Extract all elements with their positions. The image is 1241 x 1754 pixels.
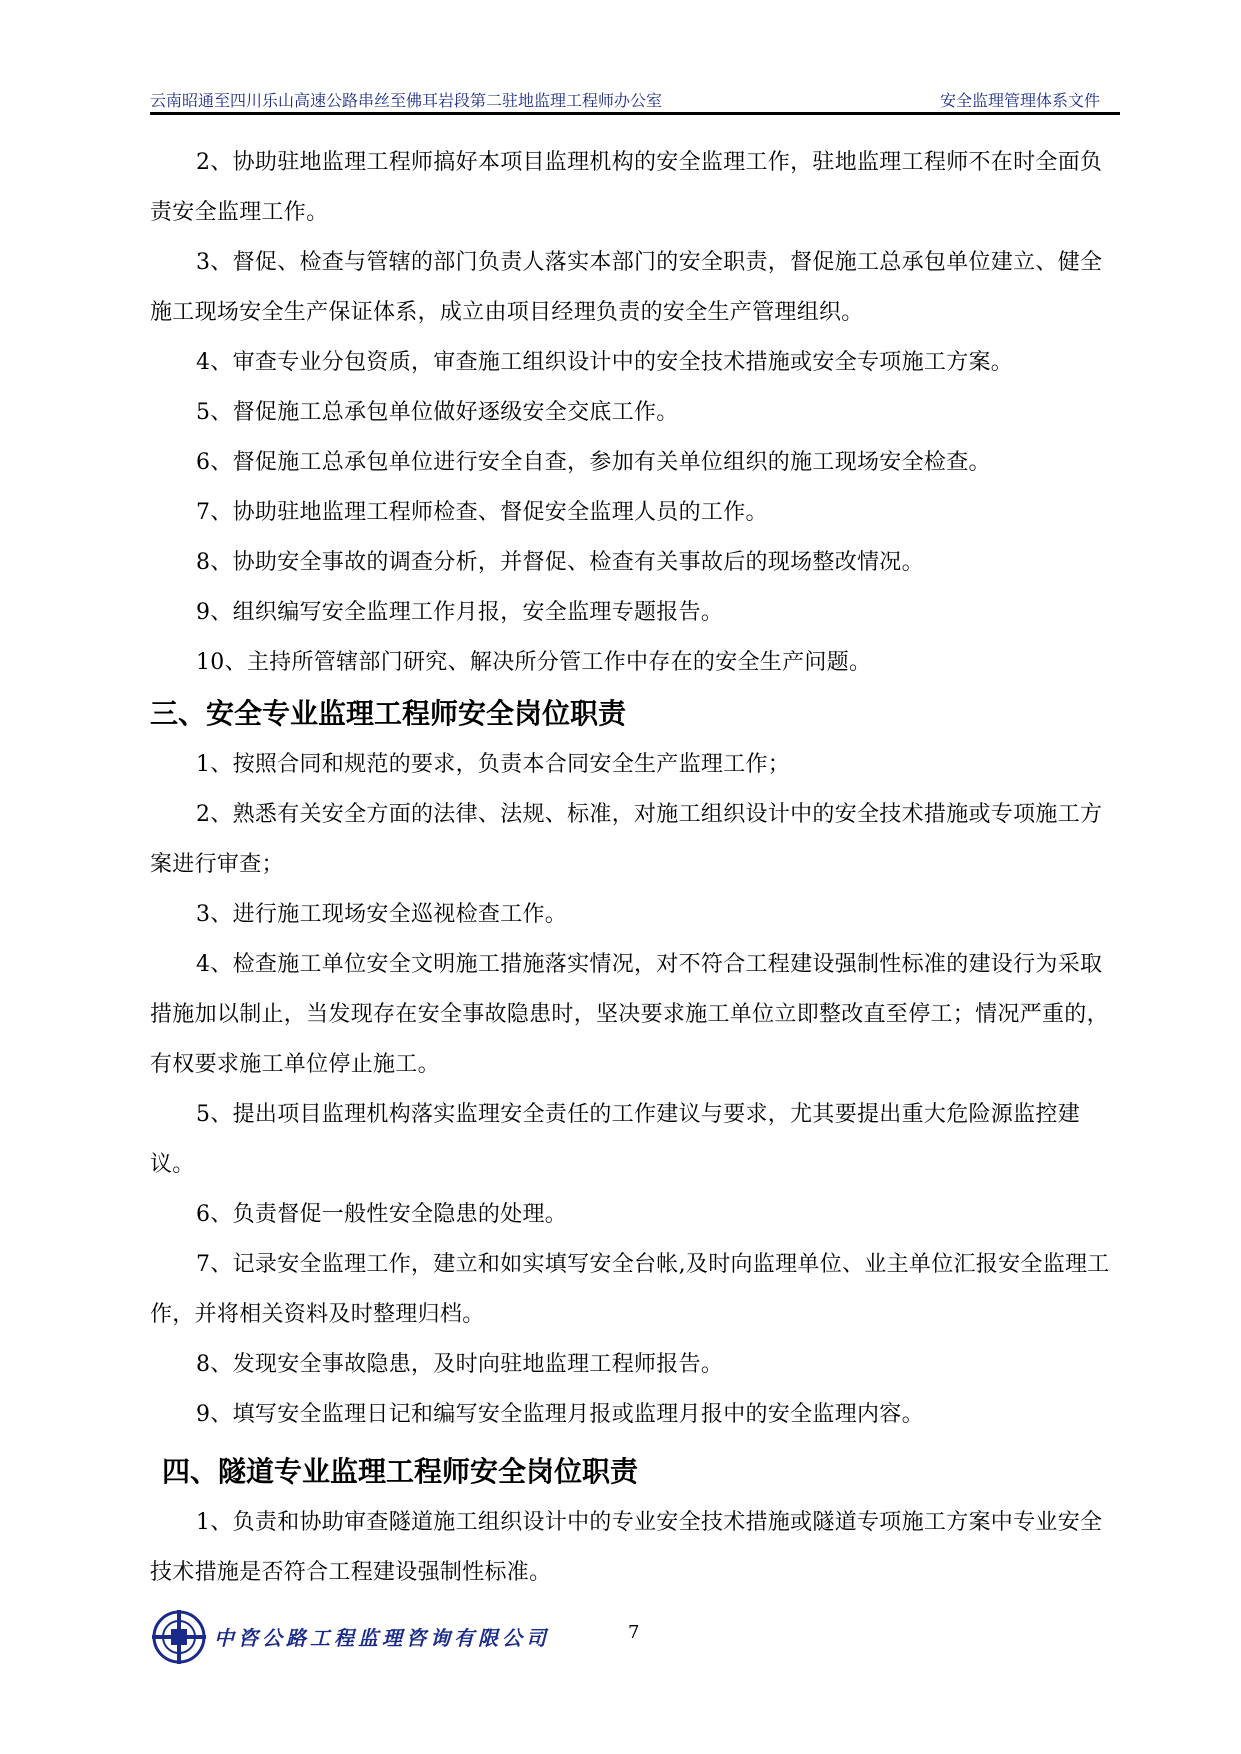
page-content — [150, 138, 1120, 1598]
paragraph: 7、记录安全监理工作，建立和如实填写安全台帐,及时向监理单位、业主单位汇报安全监理工作，并将相关资料及时整理归档。 — [150, 1252, 1110, 1327]
page-number: 7 — [628, 1622, 640, 1643]
paragraph: 9、组织编写安全监理工作月报，安全监理专题报告。 — [196, 600, 724, 625]
page-header — [150, 84, 1120, 115]
section-heading-4: 四、隧道专业监理工程师安全岗位职责 — [162, 1455, 639, 1488]
header-document-title: 安全监理管理体系文件 — [939, 91, 1100, 110]
paragraph: 6、负责督促一般性安全隐患的处理。 — [196, 1202, 568, 1227]
paragraph: 2、熟悉有关安全方面的法律、法规、标准，对施工组织设计中的安全技术措施或专项施工方案进行审查； — [150, 802, 1103, 877]
paragraph: 4、检查施工单位安全文明施工措施落实情况，对不符合工程建设强制性标准的建设行为采取措施加以制止，当发现存在安全事故隐患时，坚决要求施工单位立即整改直至停工；情况严重的，有权要求施工单位停止施工。 — [150, 952, 1109, 1077]
paragraph: 8、协助安全事故的调查分析，并督促、检查有关事故后的现场整改情况。 — [196, 550, 924, 575]
paragraph: 6、督促施工总承包单位进行安全自查，参加有关单位组织的施工现场安全检查。 — [196, 450, 991, 475]
company-logo-icon — [150, 1608, 208, 1666]
paragraph: 9、填写安全监理日记和编写安全监理月报或监理月报中的安全监理内容。 — [196, 1402, 924, 1427]
paragraph: 1、负责和协助审查隧道施工组织设计中的专业安全技术措施或隧道专项施工方案中专业安全技术措施是否符合工程建设强制性标准。 — [150, 1510, 1103, 1585]
paragraph: 5、提出项目监理机构落实监理安全责任的工作建议与要求，尤其要提出重大危险源监控建议。 — [150, 1102, 1080, 1177]
paragraph: 10、主持所管辖部门研究、解决所分管工作中存在的安全生产问题。 — [196, 650, 872, 675]
page-footer — [150, 1608, 1120, 1668]
paragraph: 7、协助驻地监理工程师检查、督促安全监理人员的工作。 — [196, 500, 768, 525]
paragraph: 1、按照合同和规范的要求，负责本合同安全生产监理工作； — [196, 752, 791, 777]
paragraph: 4、审查专业分包资质，审查施工组织设计中的安全技术措施或安全专项施工方案。 — [196, 350, 1014, 375]
paragraph: 3、督促、检查与管辖的部门负责人落实本部门的安全职责，督促施工总承包单位建立、健全施工现场安全生产保证体系，成立由项目经理负责的安全生产管理组织。 — [150, 250, 1103, 325]
header-project-title: 云南昭通至四川乐山高速公路串丝至佛耳岩段第二驻地监理工程师办公室 — [150, 91, 663, 110]
paragraph: 2、协助驻地监理工程师搞好本项目监理机构的安全监理工作，驻地监理工程师不在时全面负责安全监理工作。 — [150, 150, 1103, 225]
paragraph: 8、发现安全事故隐患，及时向驻地监理工程师报告。 — [196, 1352, 724, 1377]
paragraph: 3、进行施工现场安全巡视检查工作。 — [196, 902, 568, 927]
company-name: 中咨公路工程监理咨询有限公司 — [214, 1626, 550, 1650]
paragraph: 5、督促施工总承包单位做好逐级安全交底工作。 — [196, 400, 679, 425]
section-heading-3: 三、安全专业监理工程师安全岗位职责 — [150, 697, 627, 730]
